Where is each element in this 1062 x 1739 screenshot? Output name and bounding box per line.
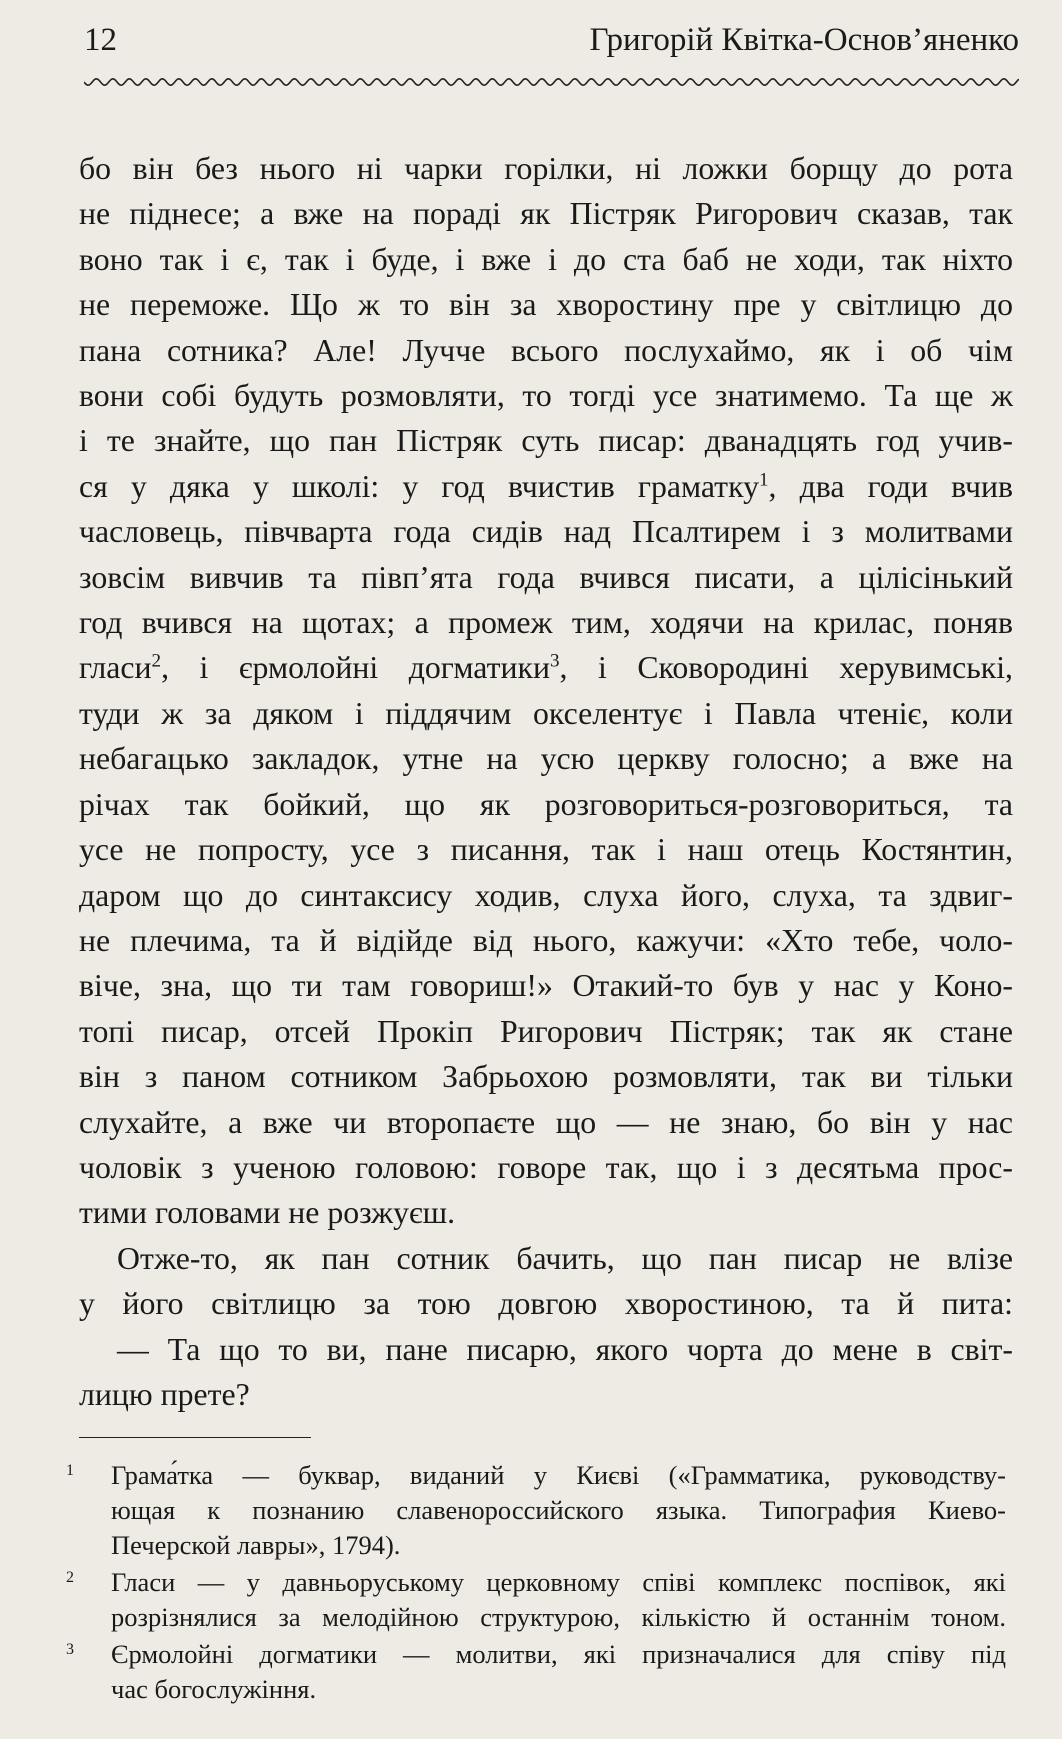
footnote-ref: 3	[549, 651, 560, 673]
footnote-line: Єрмолойні догматики — молитви, які призначалися для співу під	[111, 1639, 1006, 1669]
text-line: лицю прете?	[79, 1376, 250, 1412]
footnote-line: Печерской лавры», 1794).	[111, 1530, 401, 1560]
text-line: річах так бойкий, що як розговориться-розговориться, та	[79, 786, 1013, 822]
footnote-line: Гласи — у давньоруському церковному співі комплекс поспівок, які	[111, 1567, 1006, 1597]
text-line: Отже-то, як пан сотник бачить, що пан писар не влізе	[117, 1240, 1013, 1276]
text-line	[79, 464, 1013, 509]
page-number: 12	[84, 22, 117, 58]
text-line: у його світлицю за тою довгою хворостиною, та й пита:	[79, 1286, 1013, 1322]
main-text	[79, 146, 1013, 1417]
text-line: пана сотника? Але! Лучче всього послухаймо, як і об чім	[79, 332, 1013, 368]
footnote-rule	[79, 1437, 311, 1438]
text-line: чоловік з ученою головою: говоре так, що і з десятьма прос-	[79, 1149, 1013, 1185]
footnotes	[66, 1458, 1006, 1709]
wavy-divider	[84, 74, 1019, 90]
text-line: не піднесе; а вже на пораді як Пістряк Ригорович сказав, так	[79, 196, 1013, 232]
text-line: вони собі будуть розмовляти, то тогді усе знатимемо. Та ще ж	[79, 378, 1013, 414]
footnote-line: розрізнялися за мелодійною структурою, кількістю й останнім тоном.	[111, 1602, 1006, 1632]
text-line: він з паном сотником Забрьохою розмовляти, так ви тільки	[79, 1059, 1013, 1095]
text-line: год вчився на щотах; а промеж тим, ходячи на крилас, поняв	[79, 605, 1013, 641]
text-line: зовсім вивчив та півп’ята года вчився писати, а цілісінький	[79, 559, 1013, 595]
footnote-marker: 2	[66, 1569, 74, 1586]
text-segment: гласи	[79, 650, 152, 686]
text-line: не плечима, та й відійде від нього, кажучи: «Хто тебе, чоло-	[79, 922, 1013, 958]
text-line: туди ж за дяком і піддячим окселентує і Павла чтеніє, коли	[79, 695, 1013, 731]
footnote-2	[66, 1565, 1006, 1635]
text-line: і те знайте, що пан Пістряк суть писар: дванадцять год учив-	[79, 423, 1013, 459]
footnote-marker: 3	[66, 1641, 74, 1658]
text-line: тими головами не розжуєш.	[79, 1195, 456, 1231]
text-segment: , і Сковородині херувимські,	[559, 650, 1013, 686]
footnote-line: Грама́тка — буквар, виданий у Києві («Грамматика, руководству-	[111, 1460, 1006, 1490]
text-line: воно так і є, так і буде, і вже і до ста баб не ходи, так ніхто	[79, 241, 1013, 277]
running-head: Григорій Квітка-Основ’яненко	[589, 22, 1019, 58]
text-line: віче, зна, що ти там говориш!» Отакий-то був у нас у Коно-	[79, 968, 1013, 1004]
text-line: небагацько закладок, утне на усю церкву голосно; а вже на	[79, 741, 1013, 777]
text-line: усе не попросту, усе з писання, так і наш отець Костянтин,	[79, 832, 1013, 868]
footnote-ref: 2	[151, 651, 162, 673]
text-line: слухайте, а вже чи второпаєте що — не знаю, бо він у нас	[79, 1104, 1013, 1140]
text-line: не переможе. Що ж то він за хворостину пре у світлицю до	[79, 287, 1013, 323]
text-line: бо він без нього ні чарки горілки, ні ложки борщу до рота	[79, 151, 1013, 186]
text-line: топі писар, отсей Прокіп Ригорович Пістряк; так як стане	[79, 1013, 1013, 1049]
footnote-3	[66, 1637, 1006, 1707]
footnote-line: ющая к познанию славенороссийского языка. Типография Киево-	[111, 1495, 1006, 1525]
text-line: часловець, півчварта года сидів над Псалтирем і з молитвами	[79, 514, 1013, 550]
footnote-line: час богослужіння.	[111, 1674, 317, 1704]
text-line: даром що до синтаксису ходив, слуха його, слуха, та здвиг-	[79, 877, 1013, 913]
footnote-ref: 1	[758, 469, 769, 491]
text-line: — Та що то ви, пане писарю, якого чорта до мене в світ-	[117, 1331, 1013, 1367]
text-segment: , два годи вчив	[768, 468, 1014, 504]
text-line	[79, 645, 1013, 690]
text-segment: ся у дяка у школі: у год вчистив граматку	[79, 468, 759, 504]
page-header	[84, 22, 1019, 70]
footnote-1	[66, 1458, 1006, 1563]
text-segment: , і єрмолойні догматики	[161, 650, 550, 686]
footnote-marker: 1	[66, 1462, 74, 1479]
